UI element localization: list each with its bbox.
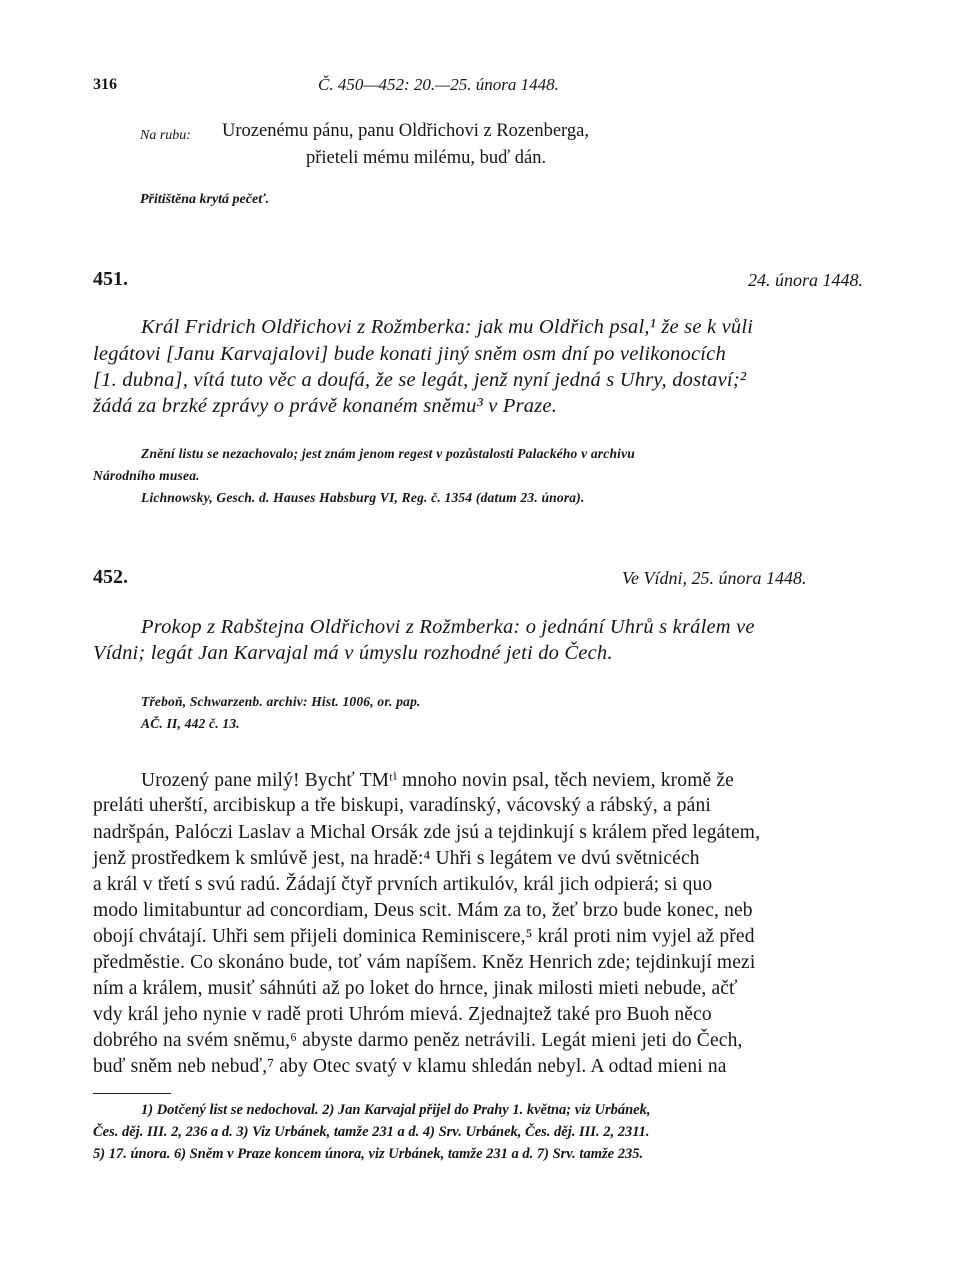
text-452-line: obojí chvátají. Uhři sem přijeli dominica Reminiscere,⁵ král proti nim vyjel až před [93, 926, 755, 947]
running-title: Č. 450—452: 20.—25. února 1448. [318, 75, 559, 94]
regest-452-line: Vídni; legát Jan Karvajal má v úmyslu rozhodné jeti do Čech. [93, 642, 613, 664]
text-452-line: modo limitabuntur ad concordiam, Deus scit. Mám za to, žeť brzo bude konec, neb [93, 900, 753, 921]
page-number: 316 [93, 76, 117, 93]
regest-452-line: Prokop z Rabštejna Oldřichovi z Rožmberka: o jednání Uhrů s králem ve [141, 616, 755, 638]
note-451-line: Lichnowsky, Gesch. d. Hauses Habsburg VI, Reg. č. 1354 (datum 23. února). [141, 490, 585, 505]
note-451-line: Znění listu se nezachovalo; jest znám jenom regest v pozůstalosti Palackého v archivu [141, 446, 636, 461]
text-452-line: nadršpán, Palóczi Laslav a Michal Orsák zde jsú a tejdinkují s králem před legátem, [93, 822, 761, 843]
source-452-line: Třeboň, Schwarzenb. archiv: Hist. 1006, or. pap. [141, 694, 421, 709]
text-452-line: preláti uherští, arcibiskup a tře biskupi, varadínský, vácovský a rábský, a páni [93, 795, 711, 816]
doc-date-451: 24. února 1448. [748, 270, 864, 290]
doc-number-452: 452. [93, 566, 128, 588]
regest-451-line: [1. dubna], vítá tuto věc a doufá, že se legát, jenž nyní jedná s Uhry, dostaví;² [93, 369, 747, 391]
footnote-line: 5) 17. února. 6) Sněm v Praze koncem února, viz Urbánek, tamže 231 a d. 7) Srv. tamže 235. [93, 1146, 644, 1162]
text-452-line: vdy král jeho nynie v radě proti Uhróm mievá. Zjednajtež také pro Buoh něco [93, 1004, 712, 1025]
text-452-line: Urozený pane milý! Bychť TMᵗⁱ mnoho novin psal, těch neviem, kromě že [141, 770, 734, 791]
source-452-line: AČ. II, 442 č. 13. [141, 716, 240, 731]
footnote-line: 1) Dotčený list se nedochoval. 2) Jan Karvajal přijel do Prahy 1. května; viz Urbánek, [141, 1102, 651, 1118]
regest-451-line: žádá za brzké zprávy o právě konaném sněmu³ v Praze. [93, 395, 558, 417]
footnote-rule [93, 1093, 171, 1094]
text-452-line: buď sněm neb nebuď,⁷ aby Otec svatý v klamu shledán nebyl. A odtad mieni na [93, 1056, 727, 1077]
text-452-line: a král v třetí s svú radú. Žádají čtyř prvních artikulóv, král jich odpierá; si quo [93, 874, 713, 895]
note-451-line: Národního musea. [93, 468, 200, 483]
text-452-line: dobrého na svém sněmu,⁶ abyste darmo peněz netrávili. Legát mieni jeti do Čech, [93, 1030, 743, 1051]
text-452-line: předměstie. Co skonáno bude, toť vám napíšem. Kněz Henrich zde; tejdinkují mezi [93, 952, 756, 973]
regest-451-line: legátovi [Janu Karvajalovi] bude konati jiný sněm osm dní po velikonocích [93, 343, 726, 365]
doc-number-451: 451. [93, 268, 128, 290]
doc-date-452: Ve Vídni, 25. února 1448. [622, 568, 807, 588]
text-452-line: jenž prostředkem k smlúvě jest, na hradě:⁴ Uhři s legátem ve dvú světnicéch [93, 848, 700, 869]
address-line-2: přieteli mému milému, buď dán. [306, 148, 547, 168]
regest-451-line: Král Fridrich Oldřichovi z Rožmberka: jak mu Oldřich psal,¹ že se k vůli [141, 316, 754, 338]
seal-note: Přitištěna krytá pečeť. [140, 192, 270, 207]
address-line-1: Urozenému pánu, panu Oldřichovi z Rozenberga, [222, 121, 589, 141]
footnote-line: Čes. děj. III. 2, 236 a d. 3) Viz Urbánek, tamže 231 a d. 4) Srv. Urbánek, Čes. děj. III. 2, 2311. [93, 1124, 650, 1140]
na-rubu-label: Na rubu: [140, 128, 191, 143]
text-452-line: ním a králem, musiť sáhnúti až po loket do hrnce, jinak milosti mieti nebude, ačť [93, 978, 738, 999]
